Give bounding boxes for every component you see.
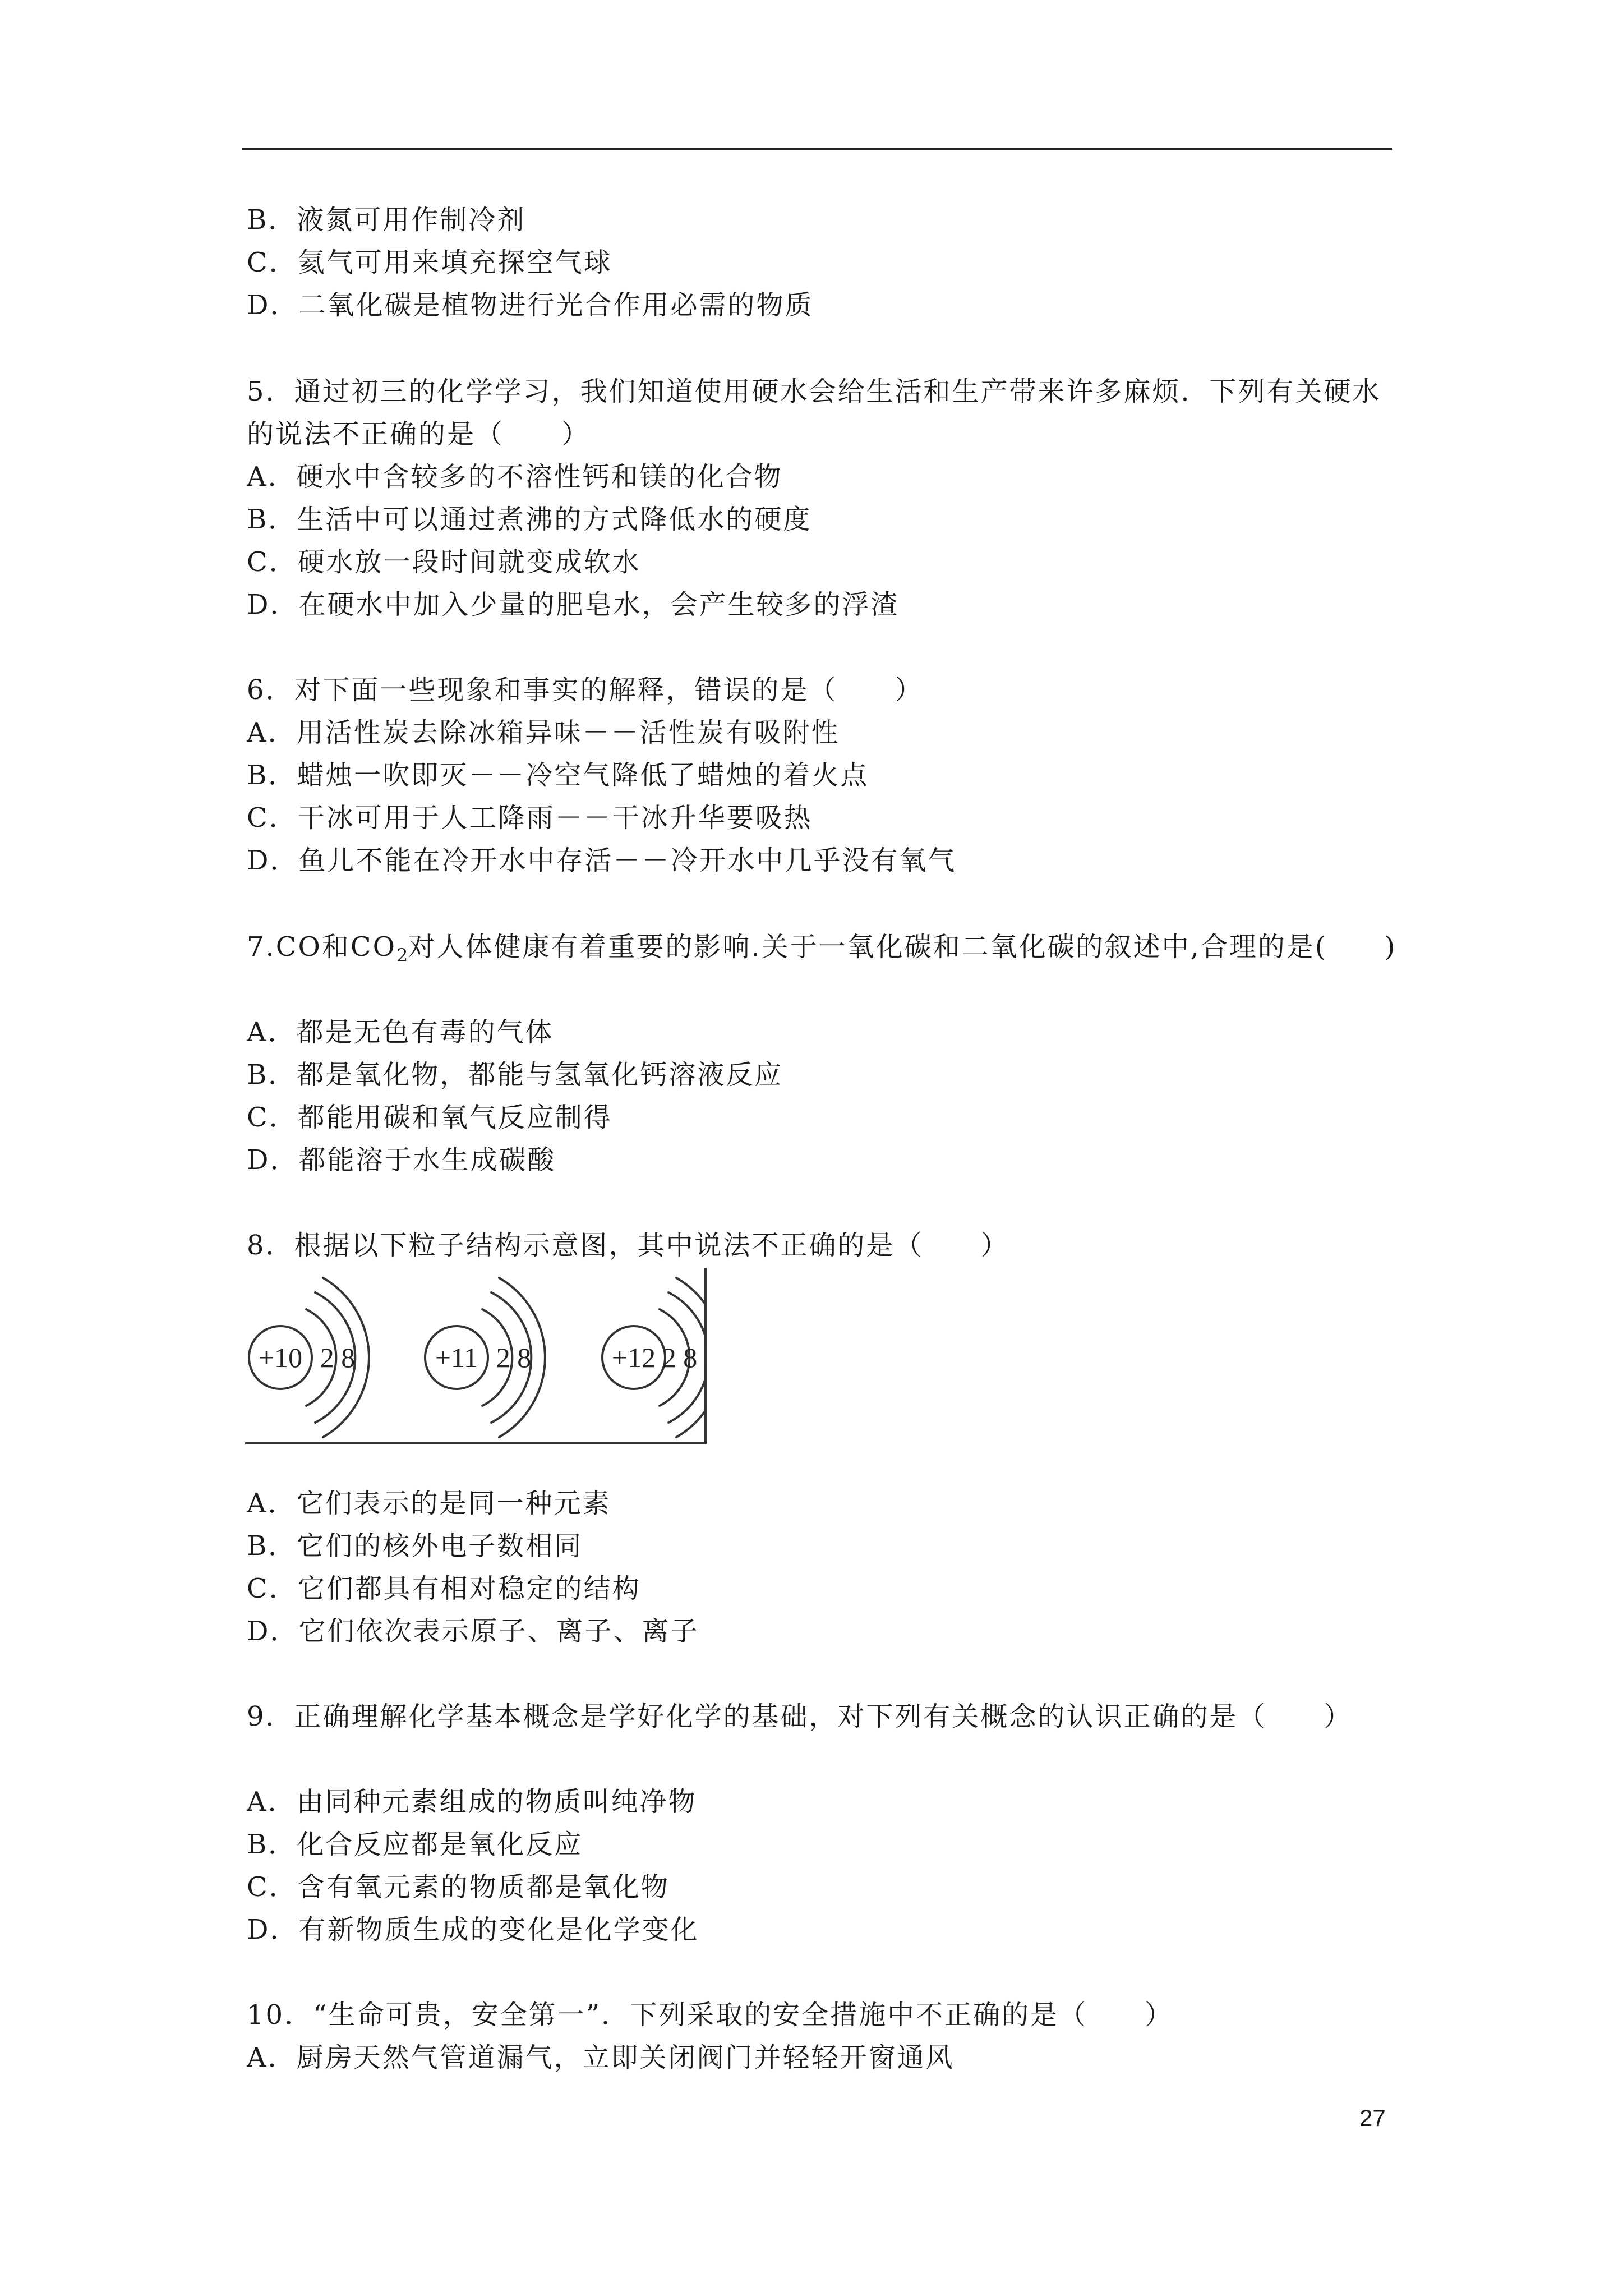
q8-stem: 8．根据以下粒子结构示意图，其中说法不正确的是（ ） bbox=[247, 1230, 1009, 1261]
q7-option-d: D．都能溶于水生成碳酸 bbox=[247, 1144, 556, 1176]
q6-option-a: A．用活性炭去除冰箱异味－－活性炭有吸附性 bbox=[247, 717, 840, 748]
q9-stem: 9．正确理解化学基本概念是学好化学的基础，对下列有关概念的认识正确的是（ ） bbox=[247, 1701, 1353, 1732]
page-number: 27 bbox=[1359, 2105, 1386, 2131]
q6-option-d: D．鱼儿不能在冷开水中存活－－冷开水中几乎没有氧气 bbox=[247, 845, 957, 876]
q9-option-c: C．含有氧元素的物质都是氧化物 bbox=[247, 1871, 670, 1903]
q5-option-d: D．在硬水中加入少量的肥皂水，会产生较多的浮渣 bbox=[247, 589, 900, 620]
q4-option-c: C．氦气可用来填充探空气球 bbox=[247, 247, 612, 278]
q6-stem: 6．对下面一些现象和事实的解释，错误的是（ ） bbox=[247, 674, 924, 706]
q7-stem: 7.CO和$CO_2$对人体健康有着重要的影响.关于一氧化碳和二氧化碳的叙述中,合理的是( ) bbox=[247, 931, 1397, 966]
q10-stem: 10．“生命可贵，安全第一”．下列采取的安全措施中不正确的是（ ） bbox=[247, 1999, 1174, 2031]
header-rule bbox=[242, 148, 1392, 150]
q5-option-a: A．硬水中含较多的不溶性钙和镁的化合物 bbox=[247, 461, 783, 493]
electron-config-1: 2 8 bbox=[320, 1342, 356, 1373]
q7-option-a: A．都是无色有毒的气体 bbox=[247, 1016, 554, 1048]
electron-config-3: 2 8 bbox=[662, 1342, 698, 1373]
q9-option-b: B．化合反应都是氧化反应 bbox=[247, 1829, 583, 1860]
q8-option-b: B．它们的核外电子数相同 bbox=[247, 1530, 583, 1562]
q9-option-d: D．有新物质生成的变化是化学变化 bbox=[247, 1914, 699, 1945]
nucleus-charge-2: +11 bbox=[435, 1342, 478, 1373]
q10-option-a: A．厨房天然气管道漏气，立即关闭阀门并轻轻开窗通风 bbox=[247, 2042, 955, 2073]
co2-subscript: 2 bbox=[396, 945, 408, 966]
nucleus-charge-3: +12 bbox=[611, 1342, 656, 1373]
q8-option-c: C．它们都具有相对稳定的结构 bbox=[247, 1573, 641, 1604]
q8-option-a: A．它们表示的是同一种元素 bbox=[247, 1488, 611, 1519]
q6-option-c: C．干冰可用于人工降雨－－干冰升华要吸热 bbox=[247, 802, 813, 834]
q7-option-c: C．都能用碳和氧气反应制得 bbox=[247, 1102, 612, 1133]
nucleus-charge-1: +10 bbox=[258, 1342, 303, 1373]
q7-option-b: B．都是氧化物，都能与氢氧化钙溶液反应 bbox=[247, 1059, 783, 1091]
q5-stem-line2: 的说法不正确的是（ ） bbox=[247, 418, 591, 450]
q5-stem-line1: 5．通过初三的化学学习，我们知道使用硬水会给生活和生产带来许多麻烦．下列有关硬水 bbox=[247, 376, 1381, 407]
q6-option-b: B．蜡烛一吹即灭－－冷空气降低了蜡烛的着火点 bbox=[247, 760, 869, 791]
q5-option-c: C．硬水放一段时间就变成软水 bbox=[247, 546, 641, 578]
particle-structure-diagram bbox=[245, 1268, 707, 1445]
q9-option-a: A．由同种元素组成的物质叫纯净物 bbox=[247, 1786, 697, 1818]
electron-config-2: 2 8 bbox=[496, 1342, 532, 1373]
q4-option-b: B．液氮可用作制冷剂 bbox=[247, 204, 526, 236]
q4-option-d: D．二氧化碳是植物进行光合作用必需的物质 bbox=[247, 289, 814, 321]
q5-option-b: B．生活中可以通过煮沸的方式降低水的硬度 bbox=[247, 504, 812, 535]
q8-option-d: D．它们依次表示原子、离子、离子 bbox=[247, 1616, 699, 1647]
